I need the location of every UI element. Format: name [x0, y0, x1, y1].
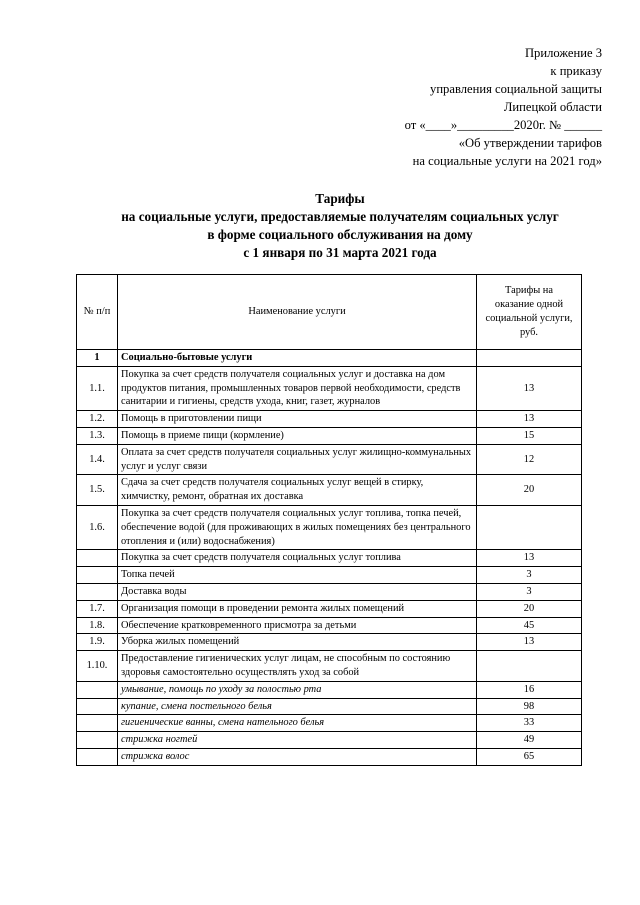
row-name: Покупка за счет средств получателя социальных услуг топлива: [118, 550, 477, 567]
row-num: 1.6.: [77, 505, 118, 549]
row-num: [77, 715, 118, 732]
tariffs-table: [76, 274, 582, 766]
row-price: 3: [477, 583, 582, 600]
table-row: [77, 732, 582, 749]
table-row: [77, 411, 582, 428]
table-row: [77, 444, 582, 475]
row-price: 33: [477, 715, 582, 732]
row-num: 1.8.: [77, 617, 118, 634]
table-row: [77, 681, 582, 698]
row-price: [477, 350, 582, 367]
row-num: 1: [77, 350, 118, 367]
row-name: гигиенические ванны, смена нательного белья: [118, 715, 477, 732]
row-name: Социально-бытовые услуги: [118, 350, 477, 367]
table-row: [77, 698, 582, 715]
header-price: Тарифы на оказание одной социальной услуги, руб.: [477, 275, 582, 350]
row-name: Топка печей: [118, 567, 477, 584]
row-price: 3: [477, 567, 582, 584]
row-num: 1.4.: [77, 444, 118, 475]
table-row: [77, 475, 582, 506]
row-name: Покупка за счет средств получателя социальных услуг и доставка на дом продуктов питания, промышленных товаров первой необходимости, средств санитарии и гигиены, средств ухода, книг, газет, журналов: [118, 366, 477, 410]
table-row: [77, 366, 582, 410]
row-name: Помощь в приеме пищи (кормление): [118, 427, 477, 444]
row-price: 20: [477, 475, 582, 506]
row-num: [77, 583, 118, 600]
row-price: 13: [477, 634, 582, 651]
title-line: в форме социального обслуживания на дому: [207, 227, 473, 242]
row-price: 13: [477, 550, 582, 567]
row-num: 1.7.: [77, 600, 118, 617]
title-line: на социальные услуги, предоставляемые получателям социальных услуг: [121, 209, 559, 224]
row-num: 1.5.: [77, 475, 118, 506]
row-name: стрижка волос: [118, 748, 477, 765]
row-name: Уборка жилых помещений: [118, 634, 477, 651]
row-num: [77, 698, 118, 715]
row-name: Организация помощи в проведении ремонта жилых помещений: [118, 600, 477, 617]
row-name: Покупка за счет средств получателя социальных услуг топлива, топка печей, обеспечение водой (для проживающих в жилых помещениях без центрального отопления и (или) водоснабжения): [118, 505, 477, 549]
appendix-block: [242, 44, 602, 170]
appendix-line: Липецкой области: [503, 100, 602, 114]
row-price: 13: [477, 366, 582, 410]
row-name: Доставка воды: [118, 583, 477, 600]
appendix-line: на социальные услуги на 2021 год»: [412, 154, 602, 168]
table-row: [77, 715, 582, 732]
row-num: 1.10.: [77, 651, 118, 682]
table-row: [77, 617, 582, 634]
document-title: [60, 190, 620, 262]
row-num: 1.1.: [77, 366, 118, 410]
row-price: 20: [477, 600, 582, 617]
appendix-line: управления социальной защиты: [430, 82, 602, 96]
row-num: [77, 681, 118, 698]
row-price: 65: [477, 748, 582, 765]
row-price: 45: [477, 617, 582, 634]
row-price: [477, 651, 582, 682]
table-row: [77, 651, 582, 682]
title-line: с 1 января по 31 марта 2021 года: [243, 245, 437, 260]
row-num: [77, 567, 118, 584]
row-price: 16: [477, 681, 582, 698]
row-price: 15: [477, 427, 582, 444]
row-name: Сдача за счет средств получателя социальных услуг вещей в стирку, химчистку, ремонт, обратная их доставка: [118, 475, 477, 506]
row-name: стрижка ногтей: [118, 732, 477, 749]
table-header-row: [77, 275, 582, 350]
appendix-line: «Об утверждении тарифов: [458, 136, 602, 150]
table-row: [77, 427, 582, 444]
header-num: № п/п: [77, 275, 118, 350]
row-price: 13: [477, 411, 582, 428]
row-num: [77, 550, 118, 567]
table-row: [77, 600, 582, 617]
header-name: Наименование услуги: [118, 275, 477, 350]
table-row: [77, 748, 582, 765]
appendix-line: Приложение 3: [524, 46, 602, 60]
row-name: Оплата за счет средств получателя социальных услуг жилищно-коммунальных услуг и услуг связи: [118, 444, 477, 475]
appendix-line: к приказу: [550, 64, 602, 78]
table-row: [77, 634, 582, 651]
row-num: [77, 748, 118, 765]
row-num: [77, 732, 118, 749]
table-row: [77, 505, 582, 549]
row-name: умывание, помощь по уходу за полостью рта: [118, 681, 477, 698]
row-price: 49: [477, 732, 582, 749]
row-num: 1.2.: [77, 411, 118, 428]
table-row: [77, 350, 582, 367]
row-price: 98: [477, 698, 582, 715]
row-name: Обеспечение кратковременного присмотра за детьми: [118, 617, 477, 634]
table-body: [77, 350, 582, 766]
table-row: [77, 550, 582, 567]
table-row: [77, 567, 582, 584]
row-name: купание, смена постельного белья: [118, 698, 477, 715]
row-name: Предоставление гигиенических услуг лицам, не способным по состоянию здоровья самостоятельно осуществлять уход за собой: [118, 651, 477, 682]
row-price: 12: [477, 444, 582, 475]
table-row: [77, 583, 582, 600]
row-name: Помощь в приготовлении пищи: [118, 411, 477, 428]
row-price: [477, 505, 582, 549]
title-line: Тарифы: [315, 191, 365, 206]
appendix-line: от «____»_________2020г. № ______: [404, 118, 602, 132]
row-num: 1.9.: [77, 634, 118, 651]
row-num: 1.3.: [77, 427, 118, 444]
